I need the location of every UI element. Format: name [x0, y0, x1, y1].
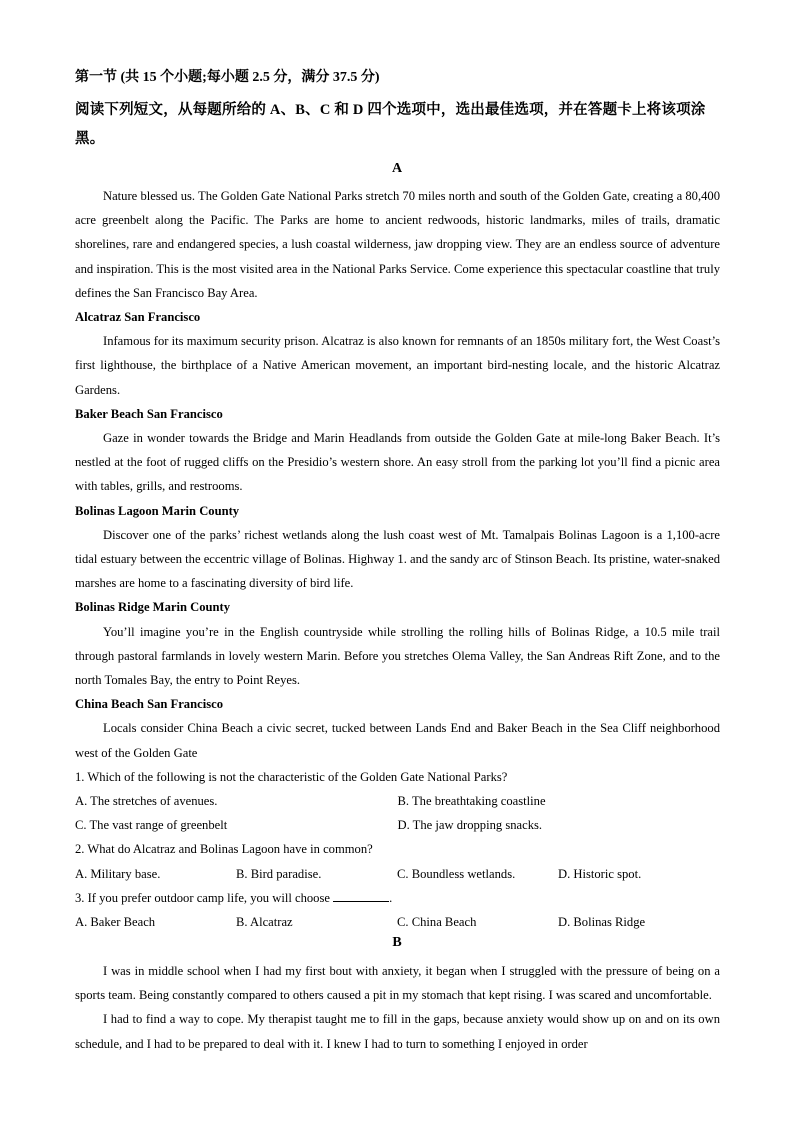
question-3-option-c: C. China Beach	[397, 915, 477, 930]
question-1-option-d: D. The jaw dropping snacks.	[397, 818, 543, 833]
passage-b-paragraph-1: I was in middle school when I had my first bout with anxiety, it began when I struggled with the pressure of being on a sports team. Being constantly compared to others caused a pit in my stomach that kept rising. I was scared and uncomfortable.	[75, 964, 720, 1003]
section-text-china-beach: Locals consider China Beach a civic secret, tucked between Lands End and Baker Beach in the Sea Cliff neighborhood west of the Golden Gate	[75, 721, 720, 760]
section-title: 第一节 (共 15 个小题;每小题 2.5 分，满分 37.5 分)	[75, 70, 380, 85]
section-text-baker-beach: Gaze in wonder towards the Bridge and Marin Headlands from outside the Golden Gate at mile-long Baker Beach. It’s nestled at the foot of rugged cliffs on the Presidio’s western shore. An easy stroll from the parking lot you’ll find a picnic area with tables, grills, and restrooms.	[75, 431, 720, 494]
section-heading-baker-beach: Baker Beach San Francisco	[75, 406, 223, 421]
question-2-option-a: A. Military base.	[75, 866, 161, 881]
question-2-option-c: C. Boundless wetlands.	[397, 866, 516, 881]
question-3-option-b: B. Alcatraz	[236, 915, 293, 930]
section-text-alcatraz: Infamous for its maximum security prison. Alcatraz is also known for remnants of an 1850s military fort, the West Coast’s first lighthouse, the birthplace of a Native American movement, an important bird-nesting locale, and the historic Alcatraz Gardens.	[75, 334, 720, 397]
section-text-bolinas-lagoon: Discover one of the parks’ richest wetlands along the lush coast west of Mt. Tamalpais Bolinas Lagoon is a 1,100-acre tidal estuary between the eccentric village of Bolinas. Highway 1. and the sandy arc of Stinson Beach. Its pristine, water-snaked marshes are home to a fascinating diversity of bird life.	[75, 527, 720, 591]
question-1-options	[75, 789, 720, 813]
passage-b-label: B	[392, 935, 402, 950]
instructions: 阅读下列短文，从每题所给的 A、B、C 和 D 四个选项中，选出最佳选项，并在答题卡上将该项涂黑。	[75, 102, 706, 147]
question-2-option-d: D. Historic spot.	[558, 866, 642, 881]
question-1-option-c: C. The vast range of greenbelt	[75, 818, 228, 833]
question-2-option-b: B. Bird paradise.	[236, 866, 322, 881]
passage-b	[75, 959, 720, 1056]
answer-blank	[333, 889, 389, 902]
passage-a-intro: Nature blessed us. The Golden Gate National Parks stretch 70 miles north and south of the Golden Gate, creating a 80,400 acre greenbelt along the Pacific. The Parks are home to ancient redwoods, historic landmarks, miles of trails, dramatic shorelines, rare and endangered species, a lush coastal wilderness, jaw dropping view. They are an endless source of adventure and inspiration. This is the most visited area in the National Parks Service. Come experience this spectacular coastline that truly defines the San Francisco Bay Area.	[75, 189, 720, 300]
question-1-options-row2	[75, 813, 720, 837]
section-heading-bolinas-lagoon: Bolinas Lagoon Marin County	[75, 503, 240, 518]
question-1-stem: 1. Which of the following is not the characteristic of the Golden Gate National Parks?	[75, 769, 508, 784]
section-heading-china-beach: China Beach San Francisco	[75, 697, 223, 712]
question-1-option-b: B. The breathtaking coastline	[397, 794, 546, 809]
passage-b-paragraph-2: I had to find a way to cope. My therapist taught me to fill in the gaps, because anxiety would show up on and on its own schedule, and I had to be prepared to deal with it. I knew I had to turn to something I enjoyed in order	[75, 1012, 720, 1051]
section-heading-bolinas-ridge: Bolinas Ridge Marin County	[75, 600, 230, 615]
question-3	[75, 886, 720, 910]
question-3-stem: 3. If you prefer outdoor camp life, you will choose	[75, 890, 330, 905]
question-3-option-a: A. Baker Beach	[75, 915, 156, 930]
question-2-stem: 2. What do Alcatraz and Bolinas Lagoon have in common?	[75, 842, 373, 857]
passage-a	[75, 184, 720, 934]
section-heading-alcatraz: Alcatraz San Francisco	[75, 310, 201, 325]
question-3-options	[75, 910, 720, 934]
passage-a-label: A	[391, 161, 403, 176]
question-1-option-a: A. The stretches of avenues.	[75, 794, 218, 809]
question-3-stem-end: .	[389, 890, 393, 905]
question-3-option-d: D. Bolinas Ridge	[558, 915, 646, 930]
question-2-options	[75, 862, 720, 886]
section-text-bolinas-ridge: You’ll imagine you’re in the English countryside while strolling the rolling hills of Bolinas Ridge, a 10.5 mile trail through pastoral farmlands in lovely western Marin. Before you stretches Olema Valley, the San Andreas Rift Zone, and to the north Tomales Bay, the entry to Point Reyes.	[75, 624, 720, 688]
